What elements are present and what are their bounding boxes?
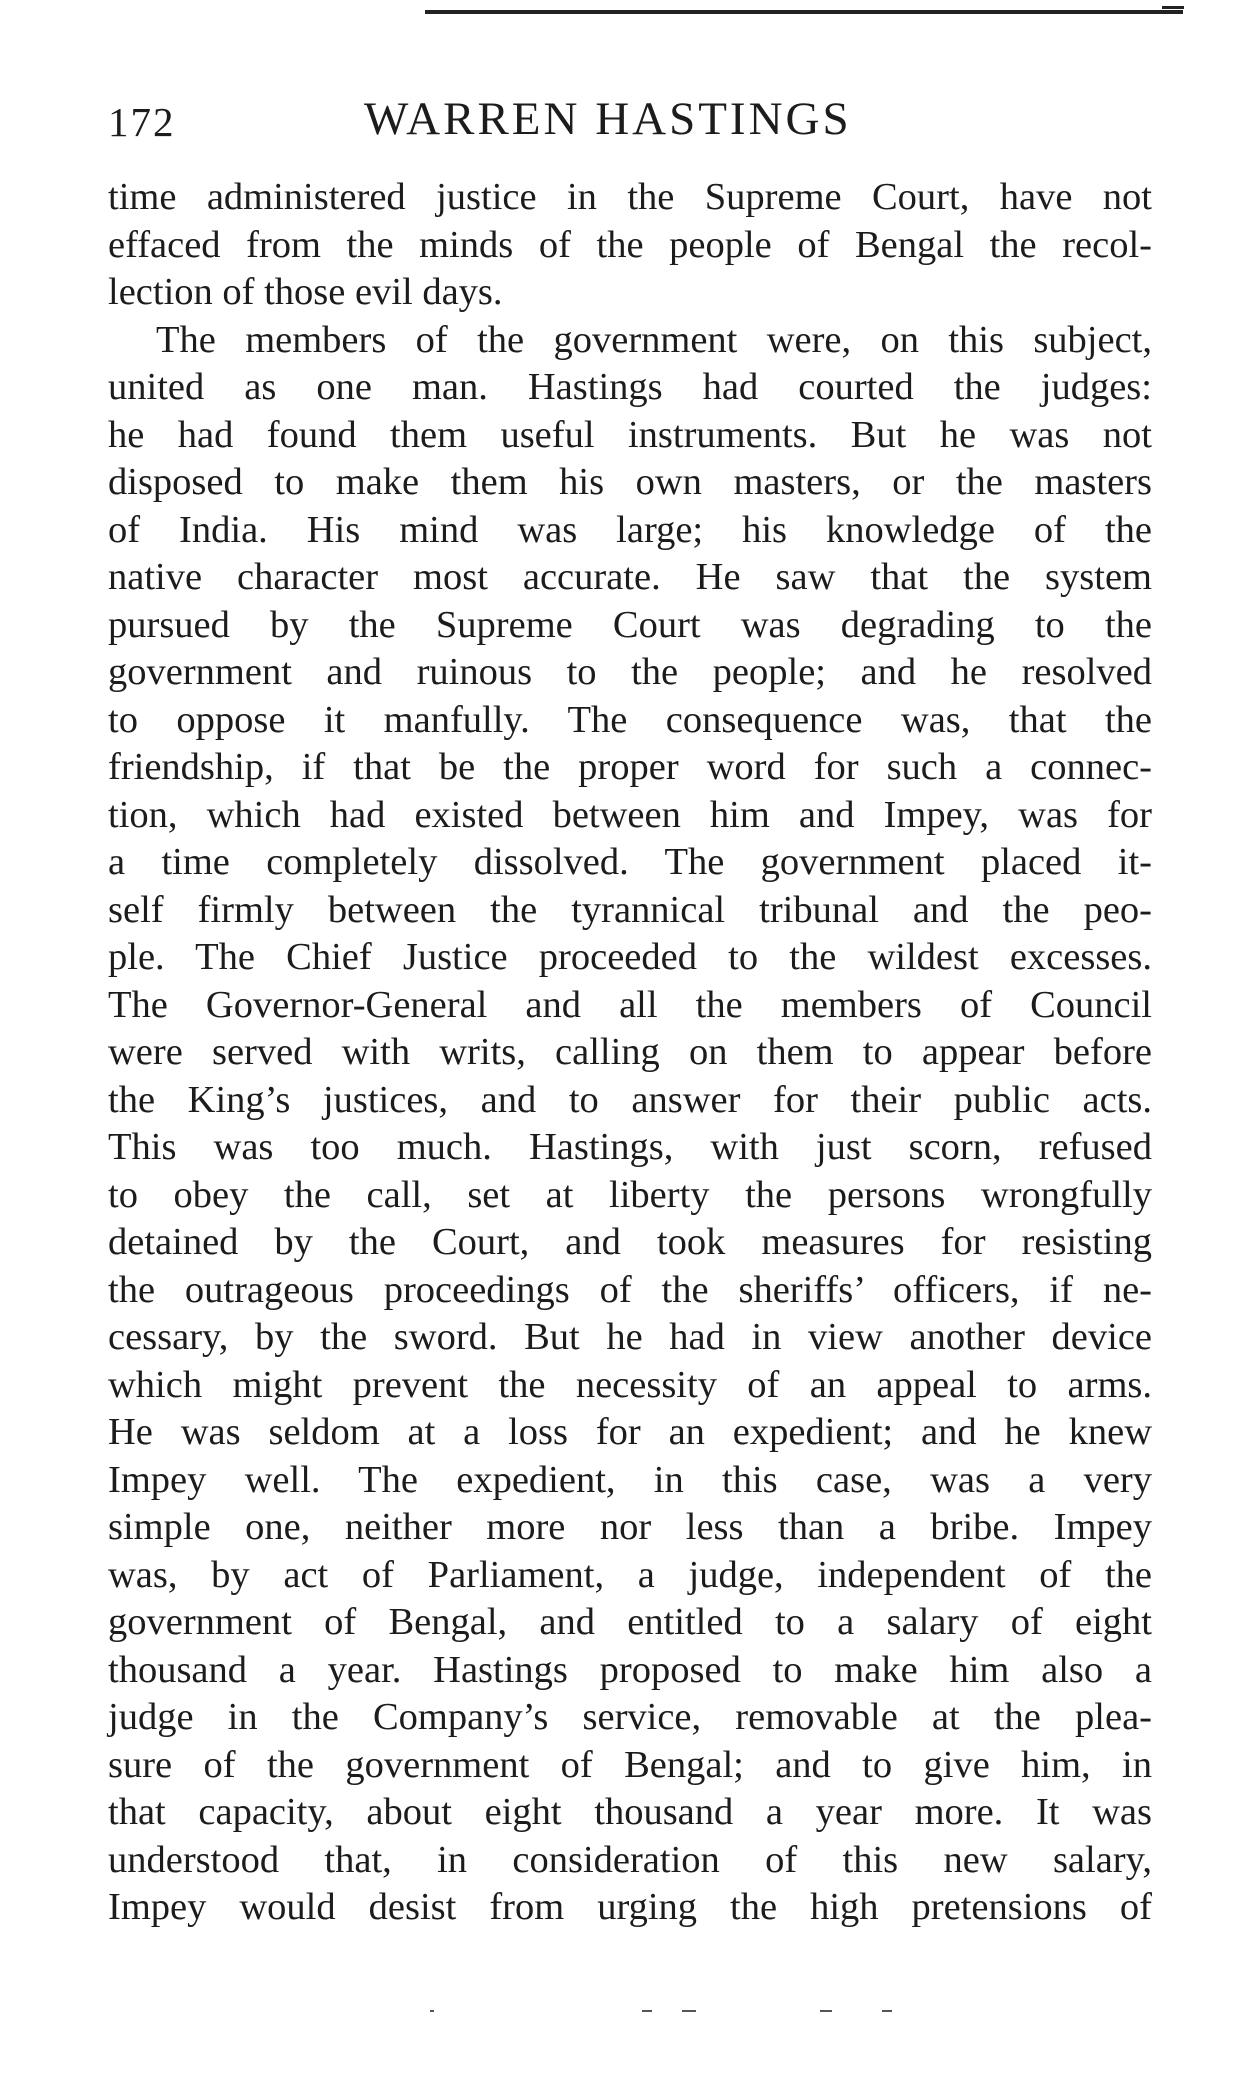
text-line: a time completely dissolved. The government placed it- [108, 841, 1152, 883]
text-line: He was seldom at a loss for an expedient; and he knew [108, 1411, 1152, 1453]
top-rule [425, 10, 1183, 14]
text-line: Impey well. The expedient, in this case, was a very [108, 1458, 1152, 1501]
text-line: simple one, neither more nor less than a bribe. Impey [108, 1506, 1152, 1548]
text-line: united as one man. Hastings had courted the judges: [108, 366, 1152, 408]
text-line: the King’s justices, and to answer for their public acts. [108, 1078, 1152, 1121]
text-line: The Governor-General and all the members of Council [108, 983, 1152, 1026]
text-line: native character most accurate. He saw that the system [108, 556, 1152, 598]
text-line: sure of the government of Bengal; and to give him, in [108, 1743, 1152, 1786]
page-number: 172 [108, 99, 176, 145]
text-line: pursued by the Supreme Court was degrading to the [108, 603, 1152, 646]
text-line: Impey would desist from urging the high pretensions of [108, 1886, 1152, 1928]
text-line: he had found them useful instruments. But he was not [108, 413, 1152, 456]
text-line: judge in the Company’s service, removable at the plea- [108, 1696, 1152, 1738]
body-text [108, 174, 1152, 1932]
text-line: understood that, in consideration of this new salary, [108, 1838, 1152, 1881]
text-line: friendship, if that be the proper word for such a connec- [108, 746, 1152, 788]
page-header [108, 92, 1148, 152]
text-line: thousand a year. Hastings proposed to make him also a [108, 1648, 1152, 1691]
text-line: ple. The Chief Justice proceeded to the wildest excesses. [108, 936, 1152, 978]
text-line: which might prevent the necessity of an appeal to arms. [108, 1363, 1152, 1406]
text-line: to obey the call, set at liberty the persons wrongfully [108, 1173, 1152, 1216]
text-line: self firmly between the tyrannical tribunal and the peo- [108, 888, 1152, 931]
print-specks [420, 2010, 940, 2022]
text-line: to oppose it manfully. The consequence was, that the [108, 698, 1152, 741]
speck [820, 2010, 832, 2012]
speck [642, 2010, 652, 2012]
speck [430, 2010, 434, 2012]
text-line: was, by act of Parliament, a judge, independent of the [108, 1553, 1152, 1596]
text-line: were served with writs, calling on them to appear before [108, 1031, 1152, 1073]
speck [682, 2010, 696, 2012]
text-line: government of Bengal, and entitled to a salary of eight [108, 1601, 1152, 1643]
text-line: time administered justice in the Supreme Court, have not [108, 176, 1152, 218]
text-line: effaced from the minds of the people of Bengal the recol- [108, 223, 1152, 266]
text-line: cessary, by the sword. But he had in view another device [108, 1316, 1152, 1358]
text-line: of India. His mind was large; his knowledge of the [108, 508, 1152, 551]
text-line: lection of those evil days. [108, 271, 503, 313]
top-rule-accent [1162, 6, 1184, 9]
speck [882, 2010, 892, 2012]
running-head: WARREN HASTINGS [364, 93, 852, 145]
text-line: government and ruinous to the people; and he resolved [108, 651, 1152, 693]
text-line: tion, which had existed between him and Impey, was for [108, 793, 1152, 836]
paragraph-start-line: The members of the government were, on this subject, [156, 318, 1152, 361]
text-line: This was too much. Hastings, with just scorn, refused [108, 1126, 1152, 1168]
text-line: that capacity, about eight thousand a year more. It was [108, 1791, 1152, 1833]
text-line: detained by the Court, and took measures for resisting [108, 1221, 1152, 1263]
text-line: disposed to make them his own masters, or the masters [108, 461, 1152, 503]
text-line: the outrageous proceedings of the sheriffs’ officers, if ne- [108, 1268, 1152, 1311]
